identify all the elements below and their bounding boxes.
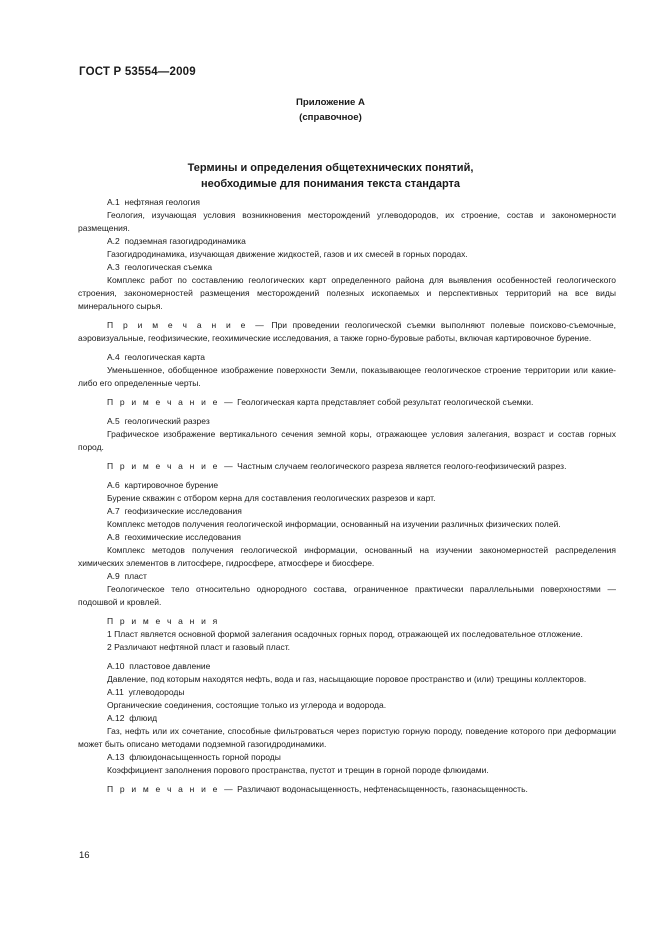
term-heading	[78, 235, 616, 248]
term-definition: Давление, под которым находятся нефть, вода и газ, насыщающие поровое пространство и (или) трещины коллекторов.	[107, 674, 587, 684]
term-number: А.8	[107, 532, 120, 542]
term-heading	[78, 570, 616, 583]
term-definition: Комплекс методов получения геологической информации, основанный на изучении закономерностей распределения химических элементов в литосфере, гидросфере, атмосфере и биосфере.	[78, 545, 616, 568]
term-definition: Коэффициент заполнения порового пространства, пустот и трещин в горной породе флюидами.	[107, 765, 489, 775]
term-name: подземная газогидродинамика	[124, 236, 246, 246]
note-item: 2 Различают нефтяной пласт и газовый пласт.	[107, 642, 291, 652]
note-label: П р и м е ч а н и е —	[107, 784, 235, 794]
term-name: геофизические исследования	[124, 506, 242, 516]
term-number: А.1	[107, 197, 120, 207]
term-definition: Геологическое тело относительно однородного состава, ограниченное практически параллельными поверхностями — подошвой и кровлей.	[78, 584, 616, 607]
term-heading	[78, 505, 616, 518]
term-name: геологический разрез	[124, 416, 210, 426]
term-number: А.4	[107, 352, 120, 362]
term-definition: Комплекс работ по составлению геологических карт определенного района для выявления особенностей геологического строения, закономерностей размещения месторождений полезных ископаемых и перспективных территорий на все виды минерального сырья.	[78, 275, 616, 311]
term-heading	[78, 196, 616, 209]
term-definition: Газ, нефть или их сочетание, способные фильтроваться через пористую горную породу, поведение которого при деформации может быть описано методами подземной газогидродинамики.	[78, 726, 616, 749]
annex-heading-line-1: Термины и определения общетехнических понятий,	[187, 162, 474, 174]
term-definition: Органические соединения, состоящие только из углерода и водорода.	[107, 700, 387, 710]
note-label: П р и м е ч а н и е —	[107, 397, 235, 407]
term-number: А.3	[107, 262, 120, 272]
term-heading	[78, 686, 616, 699]
term-heading	[78, 660, 616, 673]
term-number: А.11	[107, 687, 124, 697]
term-name: нефтяная геология	[124, 197, 201, 207]
term-heading	[78, 531, 616, 544]
term-note	[78, 319, 616, 345]
term-note	[78, 396, 616, 409]
annex-title: Приложение А	[296, 97, 365, 108]
term-definition: Бурение скважин с отбором керна для составления геологических разрезов и карт.	[107, 493, 436, 503]
term-name: геологическая съемка	[124, 262, 213, 272]
term-heading	[78, 351, 616, 364]
term-number: А.10	[107, 661, 125, 671]
term-number: А.9	[107, 571, 120, 581]
term-note	[78, 460, 616, 473]
term-name: углеводороды	[128, 687, 185, 697]
term-definition: Уменьшенное, обобщенное изображение поверхности Земли, показывающее геологическое строение территории или какие-либо его определенные черты.	[78, 365, 616, 388]
standard-designation: ГОСТ Р 53554—2009	[79, 66, 196, 78]
term-name: флюид	[129, 713, 158, 723]
term-number: А.5	[107, 416, 120, 426]
term-name: геохимические исследования	[124, 532, 241, 542]
term-number: А.12	[107, 713, 125, 723]
page-number: 16	[79, 850, 90, 861]
note-text: Частным случаем геологического разреза является геолого-геофизический разрез.	[237, 461, 567, 471]
term-number: А.2	[107, 236, 120, 246]
notes-label: П р и м е ч а н и я	[107, 616, 220, 626]
term-heading	[78, 415, 616, 428]
annex-heading	[0, 160, 661, 192]
term-name: геологическая карта	[124, 352, 206, 362]
term-heading	[78, 712, 616, 725]
term-heading	[78, 751, 616, 764]
terms-list	[78, 196, 616, 802]
term-definition: Комплекс методов получения геологической информации, основанный на изучении различных физических полей.	[107, 519, 561, 529]
note-label: П р и м е ч а н и е —	[107, 320, 266, 330]
note-text: При проведении геологической съемки выполняют полевые поисково-съемочные, аэровизуальные, геофизические, геохимические исследования, а также горно-буровые работы, включая картировочное бурение.	[78, 320, 616, 343]
term-definition: Графическое изображение вертикального сечения земной коры, отражающее условия залегания, возраст и состав горных пород.	[78, 429, 616, 452]
term-notes	[78, 615, 616, 654]
term-name: картировочное бурение	[124, 480, 219, 490]
annex-heading-line-2: необходимые для понимания текста стандарта	[200, 178, 461, 190]
term-definition: Геология, изучающая условия возникновения месторождений углеводородов, их строение, состав и закономерности размещения.	[78, 210, 616, 233]
note-item: 1 Пласт является основной формой залегания осадочных горных пород, отражающей их последовательное отложение.	[107, 629, 583, 639]
term-heading	[78, 261, 616, 274]
note-text: Различают водонасыщенность, нефтенасыщенность, газонасыщенность.	[237, 784, 528, 794]
term-heading	[78, 479, 616, 492]
term-note	[78, 783, 616, 796]
term-name: флюидонасыщенность горной породы	[129, 752, 281, 762]
term-name: пласт	[124, 571, 147, 581]
term-number: А.7	[107, 506, 120, 516]
annex-subtitle: (справочное)	[299, 112, 362, 123]
term-definition: Газогидродинамика, изучающая движение жидкостей, газов и их смесей в горных породах.	[107, 249, 468, 259]
term-name: пластовое давление	[129, 661, 211, 671]
note-text: Геологическая карта представляет собой результат геологической съемки.	[237, 397, 534, 407]
term-number: А.6	[107, 480, 120, 490]
note-label: П р и м е ч а н и е —	[107, 461, 235, 471]
term-number: А.13	[107, 752, 125, 762]
